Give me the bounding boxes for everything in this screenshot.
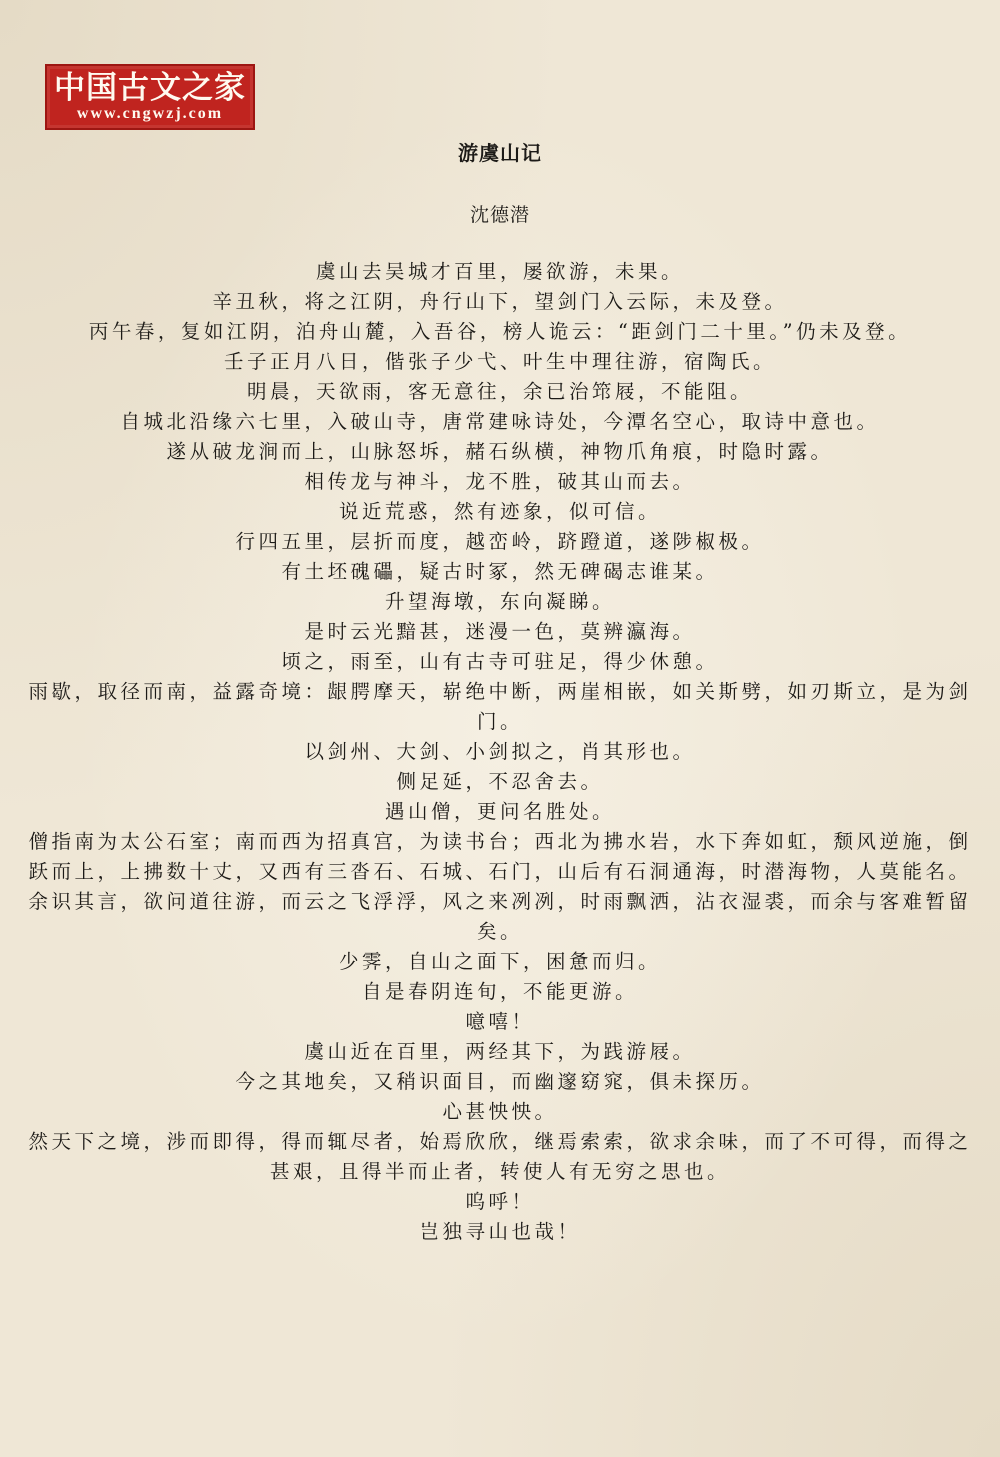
paragraph: 少霁，自山之面下，困惫而归。 [338,950,661,973]
paragraph: 噫嘻！ [465,1010,535,1033]
paragraph: 侧足延，不忍舍去。 [396,770,604,793]
paragraph: 自城北沿缘六七里，入破山寺，唐常建咏诗处，今潭名空心，取诗中意也。 [120,410,880,433]
paragraph: 虞山去吴城才百里，屡欲游，未果。 [315,260,684,283]
paragraph: 行四五里，层折而度，越峦岭，跻蹬道，遂陟椒极。 [235,530,765,553]
paragraph: 余识其言，欲问道往游，而云之飞浮浮，风之来冽冽，时雨飘洒，沾衣湿裘，而余与客难暂留矣。 [28,890,972,943]
paragraph: 辛丑秋，将之江阴，舟行山下，望剑门入云际，未及登。 [212,290,788,313]
paragraph: 是时云光黯甚，迷漫一色，莫辨瀛海。 [304,620,696,643]
paragraph: 雨歇，取径而南，益露奇境：龈腭摩天，崭绝中断，两崖相嵌，如关斯劈，如刃斯立，是为剑门。 [28,680,972,733]
article-body [20,257,980,1247]
paragraph: 虞山近在百里，两经其下，为践游屐。 [304,1040,696,1063]
paragraph: 壬子正月八日，偕张子少弋、叶生中理往游，宿陶氏。 [223,350,776,373]
paragraph: 心甚怏怏。 [442,1100,558,1123]
paragraph: 有土坯磈礧，疑古时冢，然无碑碣志谁某。 [281,560,719,583]
paragraph: 丙午春，复如江阴，泊舟山麓，入吾谷，榜人诡云：“距剑门二十里。”仍未及登。 [88,320,912,343]
paragraph: 以剑州、大剑、小剑拟之，肖其形也。 [304,740,696,763]
logo-title: 中国古文之家 [54,69,246,106]
paragraph: 岂独寻山也哉！ [419,1220,581,1243]
paragraph: 然天下之境，涉而即得，得而辄尽者，始焉欣欣，继焉索索，欲求余味，而了不可得，而得之甚艰，且得半而止者，转使人有无穷之思也。 [28,1130,972,1183]
paragraph: 顷之，雨至，山有古寺可驻足，得少休憩。 [281,650,719,673]
paragraph: 呜呼！ [465,1190,535,1213]
paragraph: 相传龙与神斗，龙不胜，破其山而去。 [304,470,696,493]
paragraph: 遂从破龙涧而上，山脉怒坼，赭石纵横，神物爪角痕，时隐时露。 [166,440,834,463]
author-name: 沈德潜 [469,204,530,226]
paragraph: 自是春阴连旬，不能更游。 [361,980,638,1003]
paragraph: 明晨，天欲雨，客无意往，余已治筇屐，不能阻。 [246,380,753,403]
paragraph: 说近荒惑，然有迹象，似可信。 [338,500,661,523]
logo-url: www.cngwzj.com [76,104,224,122]
paragraph: 遇山僧，更问名胜处。 [384,800,615,823]
paragraph: 僧指南为太公石室；南而西为招真宫，为读书台；西北为拂水岩，水下奔如虹，颓风逆施，倒跃而上，上拂数十丈，又西有三沓石、石城、石门，山后有石洞通海，时潜海物，人莫能名。 [28,830,972,883]
paragraph: 升望海墩，东向凝睇。 [384,590,615,613]
page-title: 游虞山记 [458,141,542,165]
paragraph: 今之其地矣，又稍识面目，而幽邃窈窕，俱未探历。 [235,1070,765,1093]
site-logo[interactable] [45,64,255,130]
